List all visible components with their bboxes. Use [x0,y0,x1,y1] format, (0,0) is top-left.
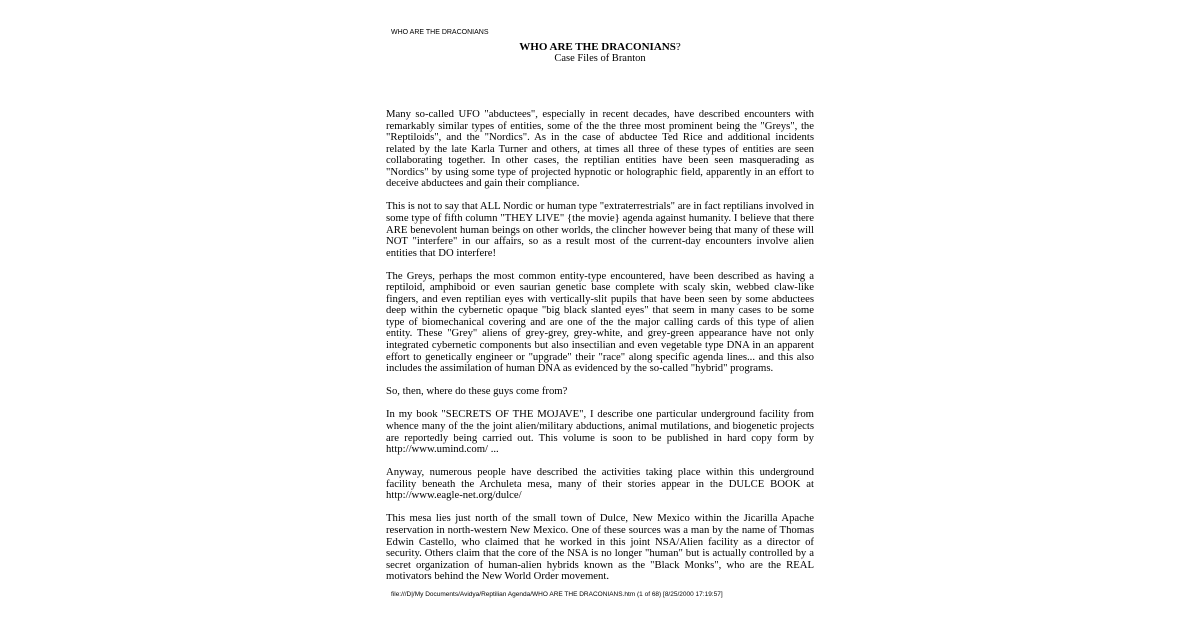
paragraph: This mesa lies just north of the small town of Dulce, New Mexico within the Jicarilla Apache reservation in north-western New Mexico. One of these sources was a man by the name of Thomas Edwin Castello, who claimed that he worked in this joint NSA/Alien facility as a director of security. Others claim that the core of the NSA is no longer "human" but is actually controlled by a secret organization of human-alien hybrids known as the "Black Monks", who are the REAL motivators behind the New World Order movement. [386,512,814,583]
page-title [386,41,814,53]
page-subtitle: Case Files of Branton [554,53,646,64]
paragraph: Many so-called UFO "abductees", especially in recent decades, have described encounters with remarkably similar types of entities, some of the the three most prominent being the "Greys", the "Reptiloids", and the "Nordics". As in the case of abductee Ted Rice and additional incidents related by the late Karla Turner and others, at times all three of these types of entities are seen collaborating together. In other cases, the reptilian entities have been seen masquerading as "Nordics" by using some type of projected hypnotic or holographic field, apparently in an effort to deceive abductees and gain their compliance. [386,108,814,190]
article-body [386,109,814,594]
page-title-mark: ? [675,41,681,53]
paragraph: So, then, where do these guys come from? [386,385,568,398]
paragraph: This is not to say that ALL Nordic or human type "extraterrestrials" are in fact reptilians involved in some type of fifth column "THEY LIVE" {the movie} agenda against humanity. I believe that there ARE benevolent human beings on other worlds, the clincher however being that many of these will NOT "interfere" in our affairs, so as a result most of the current-day encounters involve alien entities that DO interfere! [386,200,814,259]
running-header: WHO ARE THE DRACONIANS [391,29,489,36]
page-title-text: WHO ARE THE DRACONIANS [519,41,676,53]
title-block [386,41,814,65]
paragraph: In my book "SECRETS OF THE MOJAVE", I describe one particular underground facility from whence many of the the joint alien/military abductions, animal mutilations, and biogenetic projects are reportedly being carried out. This volume is soon to be published in hard copy form by http://www.umind.com/ ... [386,408,814,456]
paragraph: Anyway, numerous people have described the activities taking place within this underground facility beneath the Archuleta mesa, many of their stories appear in the DULCE BOOK at http://www.eagle-net.org/dulce/ [386,466,814,502]
paragraph: The Greys, perhaps the most common entity-type encountered, have been described as having a reptiloid, amphiboid or even saurian genetic base complete with scaly skin, webbed claw-like fingers, and even reptilian eyes with vertically-slit pupils that have been seen by some abductees deep within the cybernetic opaque "big black slanted eyes" that seem in many cases to be some type of biomechanical covering and are one of the the major calling cards of this type of alien entity. These "Grey" aliens of grey-grey, grey-white, and grey-green appearance have not only integrated cybernetic components but also insectilian and even vegetable type DNA in an apparent effort to genetically engineer or "upgrade" their "race" along specific agenda lines... and this also includes the assimilation of human DNA as evidenced by the so-called "hybrid" programs. [386,269,814,375]
page-footer: file:///D|/My Documents/Avidya/Reptilian Agenda/WHO ARE THE DRACONIANS.htm (1 of 68) [8/25/2000 17:19:57] [391,591,723,598]
